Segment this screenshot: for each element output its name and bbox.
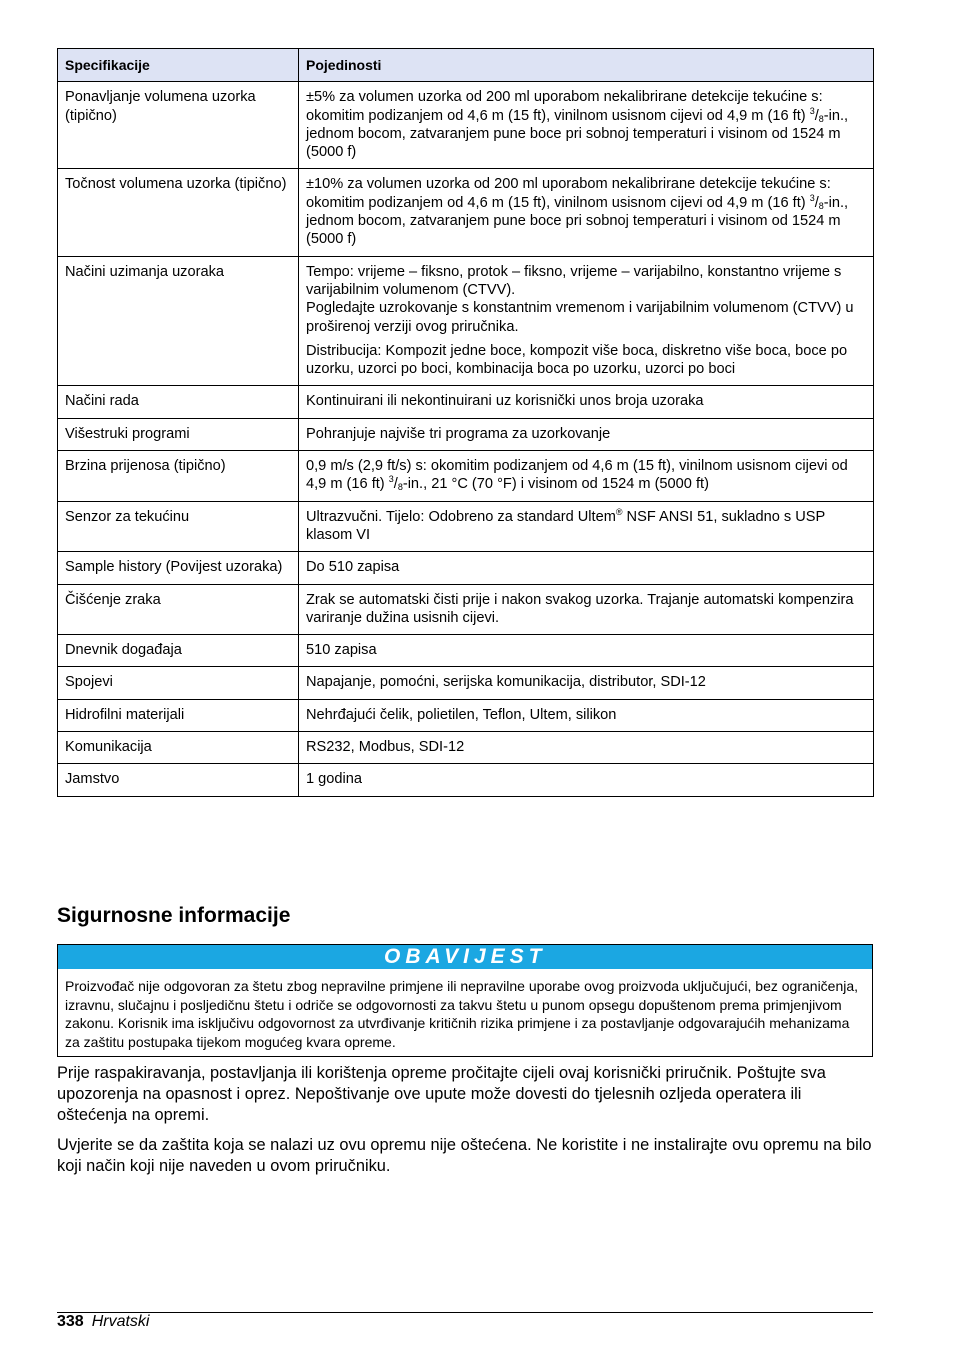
detail-paragraph: Distribucija: Kompozit jedne boce, kompozit više boca, diskretno više boca, boce po uzorku, uzorci po boci, kombinacija boca po uzorku, uzorci po boci xyxy=(306,342,848,378)
table-row xyxy=(58,667,874,699)
spec-cell: Načini uzimanja uzoraka xyxy=(58,256,299,386)
table-row xyxy=(58,732,874,764)
table-header-row xyxy=(58,49,874,82)
detail-paragraph: Tempo: vrijeme – fiksno, protok – fiksno, vrijeme – varijabilno, konstantno vrijeme s varijabilnim volumenom (CTVV). Pogledajte uzrokovanje s konstantnim vremenom i varijabilnim volumenom (CTVV) u proširenoj verziji ovog priručnika. xyxy=(306,263,854,335)
spec-cell: Komunikacija xyxy=(58,732,299,764)
table-row xyxy=(58,256,874,386)
table-row xyxy=(58,552,874,584)
detail-cell xyxy=(299,256,874,386)
spec-cell: Brzina prijenosa (tipično) xyxy=(58,451,299,502)
detail-cell: 510 zapisa xyxy=(299,635,874,667)
paragraph: Uvjerite se da zaštita koja se nalazi uz ovu opremu nije oštećena. Ne koristite i ne instalirajte ovu opremu na bilo koji način koji nije naveden u ovom priručniku. xyxy=(57,1136,872,1175)
spec-cell: Točnost volumena uzorka (tipično) xyxy=(58,169,299,256)
spec-cell: Spojevi xyxy=(58,667,299,699)
page-footer xyxy=(57,1312,149,1332)
detail-cell: Zrak se automatski čisti prije i nakon svakog uzorka. Trajanje automatski kompenzira variranje dužina usisnih cijevi. xyxy=(299,584,874,635)
notice-box xyxy=(57,944,873,1057)
spec-cell: Ponavljanje volumena uzorka (tipično) xyxy=(58,82,299,169)
detail-cell: Napajanje, pomoćni, serijska komunikacija, distributor, SDI-12 xyxy=(299,667,874,699)
table-row xyxy=(58,451,874,502)
detail-cell: Kontinuirani ili nekontinuirani uz korisnički unos broja uzoraka xyxy=(299,386,874,418)
detail-cell: 0,9 m/s (2,9 ft/s) s: okomitim podizanjem od 4,6 m (15 ft), vinilnom usisnom cijevi od 4,9 m (16 ft) $^3/_8-in$., 21 °C (70 °F) i visinom od 1524 m (5000 ft) xyxy=(299,451,874,502)
detail-cell: Ultrazvučni. Tijelo: Odobreno za standard Ultem® NSF ANSI 51, sukladno s USP klasom VI xyxy=(299,501,874,552)
table-row xyxy=(58,635,874,667)
section-title: Sigurnosne informacije xyxy=(57,904,291,927)
detail-cell: Do 510 zapisa xyxy=(299,552,874,584)
spec-cell: Čišćenje zraka xyxy=(58,584,299,635)
table-row xyxy=(58,699,874,731)
footer-divider xyxy=(57,1312,873,1313)
spec-cell: Sample history (Povijest uzoraka) xyxy=(58,552,299,584)
spec-table xyxy=(57,48,874,797)
table-row xyxy=(58,764,874,796)
footer-language: Hrvatski xyxy=(91,1313,150,1330)
spec-cell: Senzor za tekućinu xyxy=(58,501,299,552)
table-row xyxy=(58,418,874,450)
table-row xyxy=(58,501,874,552)
paragraph: Prije raspakiravanja, postavljanja ili korištenja opreme pročitajte cijeli ovaj korisnički priručnik. Poštujte sva upozorenja na opasnost i oprez. Nepoštivanje ove upute može dovesti do tjelesnih ozljeda operatera ili oštećenja na opremi. xyxy=(57,1064,826,1124)
detail-cell: ±5% za volumen uzorka od 200 ml uporabom nekalibrirane detekcije tekućine s: okomitim podizanjem od 4,6 m (15 ft), vinilnom usisnom cijevi od 4,9 m (16 ft) $^3/_8-in$., jednom bocom, zatvaranjem pune boce pri sobnoj temperaturi i visinom od 1524 m (5000 f) xyxy=(299,82,874,169)
table-row xyxy=(58,82,874,169)
detail-cell: Nehrđajući čelik, polietilen, Teflon, Ultem, silikon xyxy=(299,699,874,731)
spec-cell: Višestruki programi xyxy=(58,418,299,450)
table-row xyxy=(58,169,874,256)
spec-cell: Načini rada xyxy=(58,386,299,418)
spec-cell: Dnevnik događaja xyxy=(58,635,299,667)
column-header-spec: Specifikacije xyxy=(58,49,299,82)
spec-cell: Hidrofilni materijali xyxy=(58,699,299,731)
column-header-details: Pojedinosti xyxy=(299,49,874,82)
spec-cell: Jamstvo xyxy=(58,764,299,796)
detail-cell: ±10% za volumen uzorka od 200 ml uporabom nekalibrirane detekcije tekućine s: okomitim podizanjem od 4,6 m (15 ft), vinilnom usisnom cijevi od 4,9 m (16 ft) $^3/_8-in$., jednom bocom, zatvaranjem pune boce pri sobnoj temperaturi i visinom od 1524 m (5000 f) xyxy=(299,169,874,256)
table-row xyxy=(58,584,874,635)
notice-label: OBAVIJEST xyxy=(58,945,872,969)
detail-cell: RS232, Modbus, SDI-12 xyxy=(299,732,874,764)
page-number: 338 xyxy=(57,1313,84,1330)
detail-cell: Pohranjuje najviše tri programa za uzorkovanje xyxy=(299,418,874,450)
body-text xyxy=(57,1063,873,1186)
table-row xyxy=(58,386,874,418)
notice-text: Proizvođač nije odgovoran za štetu zbog nepravilne primjene ili nepravilne uporabe ovog proizvoda uključujući, bez ograničenja, izravnu, slučajnu i posljedičnu štetu i odriče se odgovornosti za takvu štetu u punom opsegu dopuštenom prema primjenjivom zakonu. Korisnik ima isključivu odgovornost za utvrđivanje kritičnih rizika primjene i za postavljanje odgovarajućih mehanizama za zaštitu postupaka tijekom mogućeg kvara opreme. xyxy=(65,978,859,1050)
detail-cell: 1 godina xyxy=(299,764,874,796)
